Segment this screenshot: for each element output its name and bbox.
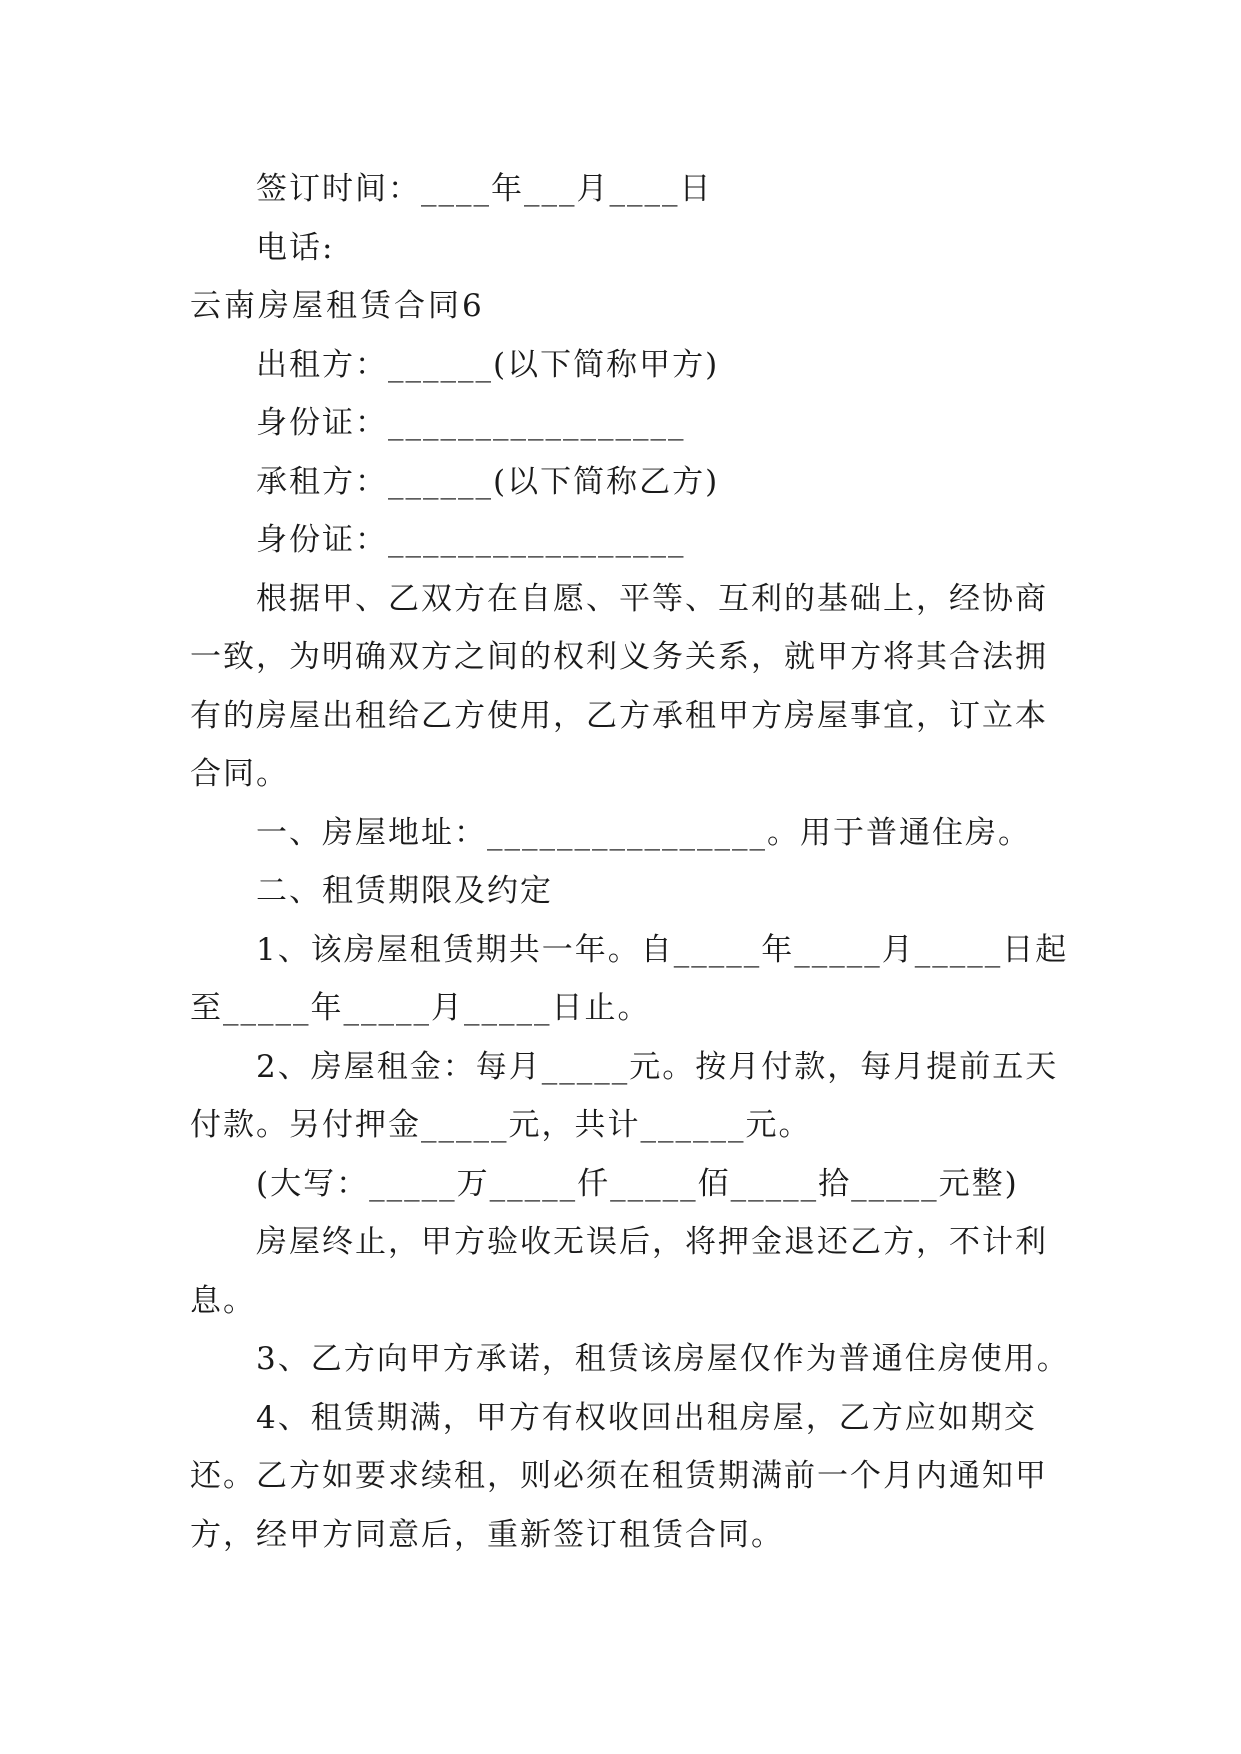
deposit-refund: 房屋终止，甲方验收无误后，将押金退还乙方，不计利: [256, 1224, 1048, 1260]
document-page: [190, 160, 1070, 1564]
phone-line: 电话:: [256, 229, 335, 266]
document-title: 云南房屋租赁合同6: [190, 288, 485, 324]
item-lease-period: 至_____年_____月_____日止。: [190, 990, 651, 1026]
item-renewal: 方，经甲方同意后，重新签订租赁合同。: [190, 1516, 784, 1553]
item-lease-period: 1、该房屋租赁期共一年。自_____年_____月_____日起: [256, 931, 1069, 968]
lessee-line: 承租方：______(以下简称乙方): [256, 463, 720, 500]
lessor-id-line: 身份证：_________________: [256, 405, 686, 441]
sign-date-line: 签订时间：____年___月____日: [256, 171, 713, 207]
item-rent: 付款。另付押金_____元，共计______元。: [190, 1107, 812, 1143]
item-usage: 3、乙方向甲方承诺，租赁该房屋仅作为普通住房使用。: [256, 1341, 1070, 1377]
intro-line: 有的房屋出租给乙方使用，乙方承租甲方房屋事宜，订立本: [190, 697, 1048, 734]
intro-line: 合同。: [190, 756, 289, 792]
deposit-refund: 息。: [190, 1282, 256, 1319]
clause-address: 一、房屋地址：________________。用于普通住房。: [256, 814, 1031, 851]
lessee-id-line: 身份证：_________________: [256, 522, 686, 558]
clause-term-heading: 二、租赁期限及约定: [256, 873, 553, 909]
intro-line: 根据甲、乙双方在自愿、平等、互利的基础上，经协商: [256, 580, 1048, 617]
item-rent: 2、房屋租金：每月_____元。按月付款，每月提前五天: [256, 1048, 1059, 1085]
item-renewal: 4、租赁期满，甲方有权收回出租房屋，乙方应如期交: [256, 1399, 1037, 1436]
intro-line: 一致，为明确双方之间的权利义务关系，就甲方将其合法拥: [190, 639, 1048, 675]
item-renewal: 还。乙方如要求续租，则必须在租赁期满前一个月内通知甲: [190, 1458, 1048, 1494]
capital-amount-line: (大写：_____万_____仟_____佰_____拾_____元整): [256, 1165, 1019, 1202]
lessor-line: 出租方：______(以下简称甲方): [256, 346, 720, 383]
